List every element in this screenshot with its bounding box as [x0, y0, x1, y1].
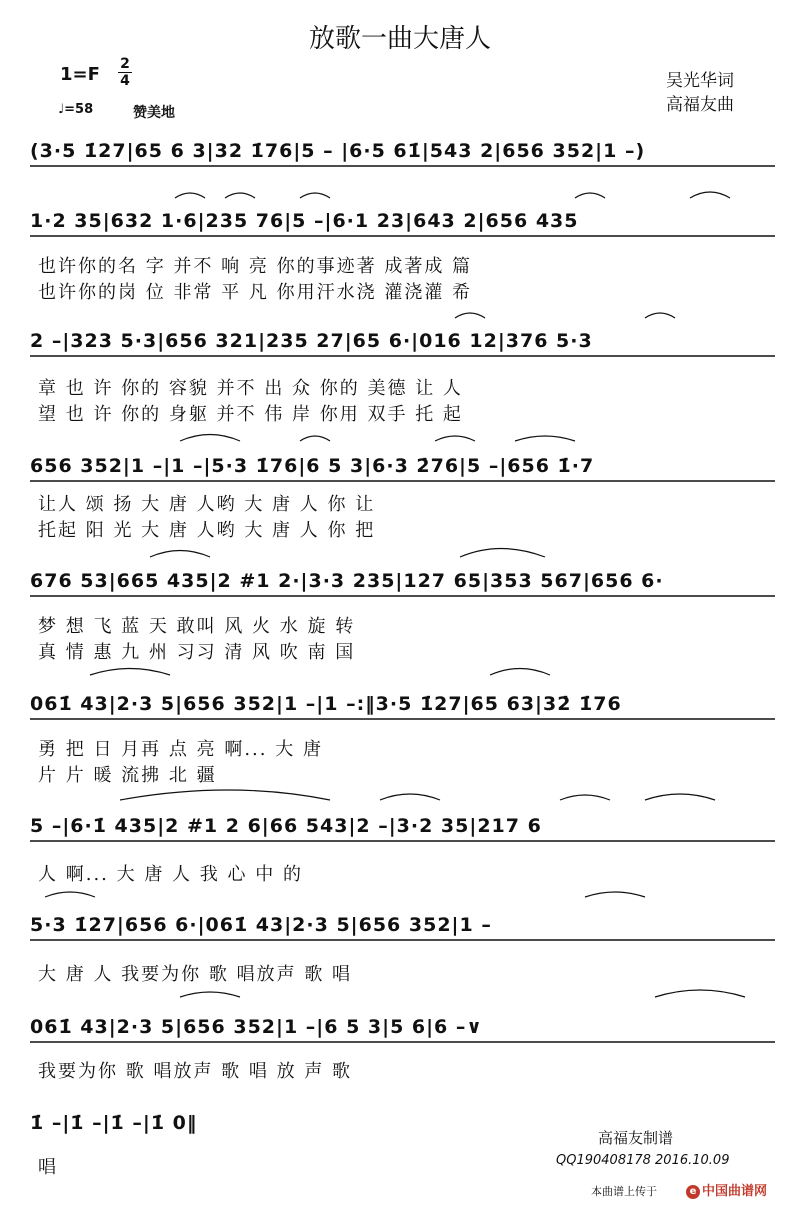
site-logo-icon: e: [686, 1185, 700, 1199]
score-system-8-notes: 5·3 1̇27|656 6·|061̇ 43|2·3 5|656 352|1 –: [30, 914, 492, 936]
score-system-3-lyric-verse-1: 章 也 许 你的 容貌 并不 出 众 你的 美德 让 人: [38, 378, 463, 399]
song-title: 放歌一曲大唐人: [308, 24, 491, 54]
site-logo-text: 中国曲谱网: [702, 1184, 768, 1199]
score-system-6-lyric-verse-1: 勇 把 日 月再 点 亮 啊... 大 唐: [38, 739, 323, 760]
expression-marking: 赞美地: [133, 105, 175, 121]
arranger-credit: 高福友制谱: [598, 1129, 674, 1147]
score-system-5-lyric-verse-2: 真 情 惠 九 州 习习 清 风 吹 南 国: [38, 642, 356, 663]
score-system-4-lyric-verse-1: 让人 颂 扬 大 唐 人哟 大 唐 人 你 让: [38, 494, 376, 515]
score-system-4-notes: 656 352|1 –|1 –|5·3 1̇76|6 5 3|6·3 2̇76|5 –|656 1̇·7: [30, 455, 595, 477]
score-system-5-notes: 676 53|665 435|2 #1 2·|3·3 235|127 65|353 567|656 6·: [30, 570, 664, 592]
tempo-marking: ♩=58: [58, 102, 94, 117]
contact-info: QQ190408178 2016.10.09: [556, 1153, 730, 1168]
score-system-6-lyric-verse-2: 片 片 暖 流拂 北 疆: [38, 765, 217, 786]
score-system-7-notes: 5 –|6·1̇ 435|2 #1 2 6|66 543|2 –|3·2 35|217 6: [30, 815, 542, 837]
score-system-9-notes: 061̇ 43|2·3 5|656 352|1 –|6 5 3|5 6|6 –∨: [30, 1016, 483, 1038]
score-system-10-notes: 1̇ –|1̇ –|1̇ –|1̇ 0‖: [30, 1112, 198, 1134]
score-system-9-lyric: 我要为你 歌 唱放声 歌 唱 放 声 歌: [38, 1061, 353, 1082]
site-logo: [686, 1180, 767, 1199]
lyricist-credit: 吴光华词: [666, 71, 734, 91]
time-signature: [118, 56, 132, 89]
score-system-2-lyric-verse-2: 也许你的岗 位 非常 平 凡 你用汗水浇 灌浇灌 希: [38, 282, 473, 303]
score-system-8-lyric: 大 唐 人 我要为你 歌 唱放声 歌 唱: [38, 964, 353, 985]
score-system-3-lyric-verse-2: 望 也 许 你的 身躯 并不 伟 岸 你用 双手 托 起: [38, 404, 463, 425]
time-denominator: 4: [120, 73, 130, 89]
score-system-10-lyric: 唱: [38, 1157, 58, 1178]
score-system-2-notes: 1·2 35|632 1·6|235 76|5 –|6·1 23|643 2|656 435: [30, 210, 579, 232]
score-system-5-lyric-verse-1: 梦 想 飞 蓝 天 敢叫 风 火 水 旋 转: [38, 616, 356, 637]
score-system-2-lyric-verse-1: 也许你的名 字 并不 响 亮 你的事迹著 成著成 篇: [38, 256, 473, 277]
upload-note: 本曲谱上传于: [591, 1185, 657, 1198]
score-system-7-lyric: 人 啊... 大 唐 人 我 心 中 的: [38, 864, 303, 885]
composer-credit: 高福友曲: [666, 95, 734, 115]
score-system-3-notes: 2 –|323 5·3|656 321|235 27|65 6·|016 12|376 5·3: [30, 330, 593, 352]
time-numerator: 2: [118, 56, 132, 73]
key-signature: 1=F: [60, 64, 100, 85]
score-system-6-notes: 061̇ 43|2·3 5|656 352|1 –|1 –:‖3·5 1̇27|65 63|32̇ 1̇76: [30, 693, 622, 715]
score-system-4-lyric-verse-2: 托起 阳 光 大 唐 人哟 大 唐 人 你 把: [38, 520, 376, 541]
score-system-1-notes: (3·5 1̇27|65 6 3|32 1̇76|5 – |6·5 61̇|543 2|656 352|1 –): [30, 140, 646, 162]
